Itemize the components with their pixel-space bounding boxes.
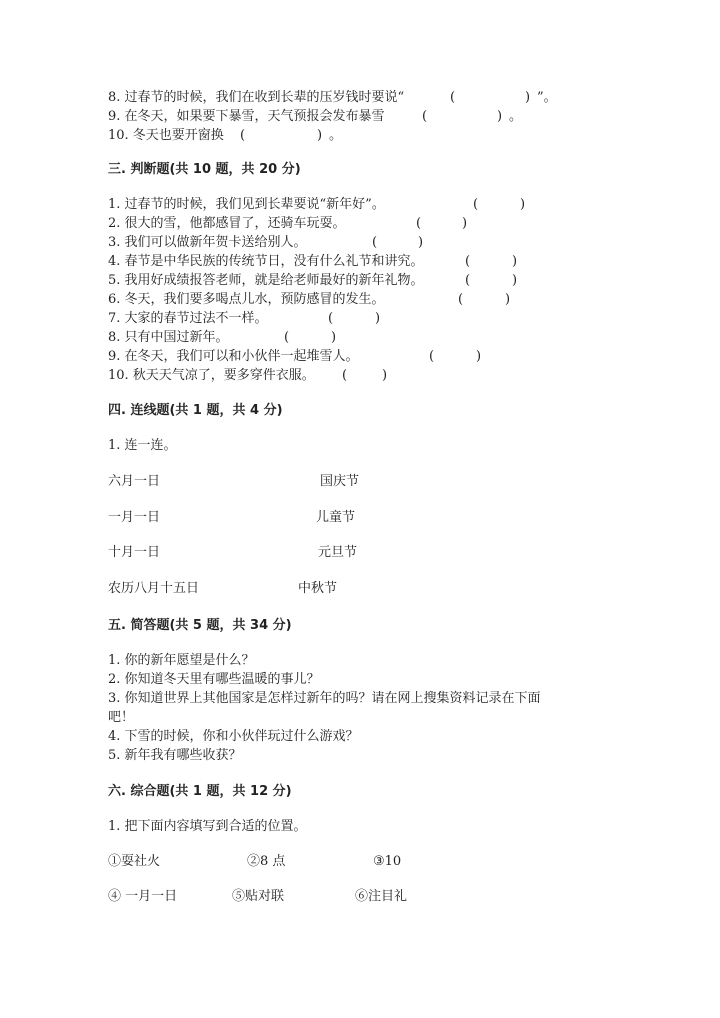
blank-close-paren: ) [525, 90, 531, 105]
section-title-short-answer: 五. 简答题(共 5 题，共 34 分) [108, 618, 292, 633]
answer-close-paren: ) [331, 330, 337, 345]
answer-close-paren: ) [512, 254, 518, 269]
answer-open-paren: ( [328, 311, 334, 326]
judgement-item: 2. 很大的雪，他都感冒了，还骑车玩耍。 [108, 216, 346, 231]
judgement-item: 5. 我用好成绩报答老师，就是给老师最好的新年礼物。 [108, 273, 424, 288]
blank-close-paren: ) [317, 128, 323, 143]
blank-open-paren: ( [240, 128, 246, 143]
section-title-comprehensive: 六. 综合题(共 1 题，共 12 分) [108, 784, 292, 799]
judgement-item: 3. 我们可以做新年贺卡送给别人。 [108, 235, 307, 250]
judgement-item: 1. 过春节的时候，我们见到长辈要说“新年好”。 [108, 197, 385, 212]
short-answer-item: 2. 你知道冬天里有哪些温暖的事儿？ [108, 672, 320, 687]
matching-question: 1. 连一连。 [108, 438, 177, 453]
fill-item-text: 8. 过春节的时候，我们在收到长辈的压岁钱时要说“ [108, 90, 405, 105]
answer-close-paren: ) [382, 368, 388, 383]
answer-open-paren: ( [458, 292, 464, 307]
matching-left-item: 六月一日 [108, 474, 161, 489]
matching-right-item: 国庆节 [320, 474, 360, 489]
fill-item-text: 9. 在冬天，如果要下暴雪，天气预报会发布暴雪 [108, 109, 385, 124]
fill-item-suffix: ”。 [537, 90, 557, 105]
short-answer-item: 5. 新年我有哪些收获？ [108, 748, 242, 763]
judgement-item: 8. 只有中国过新年。 [108, 330, 229, 345]
judgement-item: 6. 冬天，我们要多喝点儿水，预防感冒的发生。 [108, 292, 385, 307]
fill-item-suffix: 。 [329, 128, 343, 143]
answer-open-paren: ( [473, 197, 479, 212]
answer-open-paren: ( [429, 349, 435, 364]
answer-open-paren: ( [342, 368, 348, 383]
matching-right-item: 元旦节 [318, 545, 358, 560]
matching-left-item: 一月一日 [108, 510, 161, 525]
fill-item-text: 10. 冬天也要开窗换 [108, 128, 224, 143]
answer-close-paren: ) [418, 235, 424, 250]
answer-open-paren: ( [465, 254, 471, 269]
fill-item-suffix: 。 [509, 109, 523, 124]
answer-close-paren: ) [462, 216, 468, 231]
answer-close-paren: ) [476, 349, 482, 364]
matching-left-item: 十月一日 [108, 545, 161, 560]
option-item: ①耍社火 [108, 854, 161, 869]
option-item: ⑤贴对联 [232, 889, 285, 904]
blank-open-paren: ( [450, 90, 456, 105]
blank-close-paren: ) [497, 109, 503, 124]
matching-right-item: 中秋节 [298, 581, 338, 596]
short-answer-item: 1. 你的新年愿望是什么？ [108, 653, 255, 668]
option-item: ③10 [373, 854, 402, 869]
answer-close-paren: ) [505, 292, 511, 307]
answer-open-paren: ( [284, 330, 290, 345]
answer-close-paren: ) [375, 311, 381, 326]
answer-close-paren: ) [512, 273, 518, 288]
blank-open-paren: ( [422, 109, 428, 124]
short-answer-item: 4. 下雪的时候，你和小伙伴玩过什么游戏？ [108, 729, 359, 744]
answer-open-paren: ( [465, 273, 471, 288]
section-title-matching: 四. 连线题(共 1 题，共 4 分) [108, 403, 283, 418]
short-answer-item: 吧！ [108, 710, 135, 725]
option-item: ②8 点 [247, 854, 286, 869]
matching-left-item: 农历八月十五日 [108, 581, 200, 596]
option-item: ⑥注目礼 [355, 889, 408, 904]
option-item: ④ 一月一日 [108, 889, 178, 904]
judgement-item: 4. 春节是中华民族的传统节日，没有什么礼节和讲究。 [108, 254, 424, 269]
answer-open-paren: ( [372, 235, 378, 250]
answer-open-paren: ( [416, 216, 422, 231]
answer-close-paren: ) [520, 197, 526, 212]
judgement-item: 10. 秋天天气凉了，要多穿件衣服。 [108, 368, 315, 383]
matching-right-item: 儿童节 [316, 510, 356, 525]
judgement-item: 9. 在冬天，我们可以和小伙伴一起堆雪人。 [108, 349, 359, 364]
section-title-judgement: 三. 判断题(共 10 题，共 20 分) [108, 162, 301, 177]
short-answer-item: 3. 你知道世界上其他国家是怎样过新年的吗？请在网上搜集资料记录在下面 [108, 691, 541, 706]
comprehensive-question: 1. 把下面内容填写到合适的位置。 [108, 819, 307, 834]
judgement-item: 7. 大家的春节过法不一样。 [108, 311, 268, 326]
